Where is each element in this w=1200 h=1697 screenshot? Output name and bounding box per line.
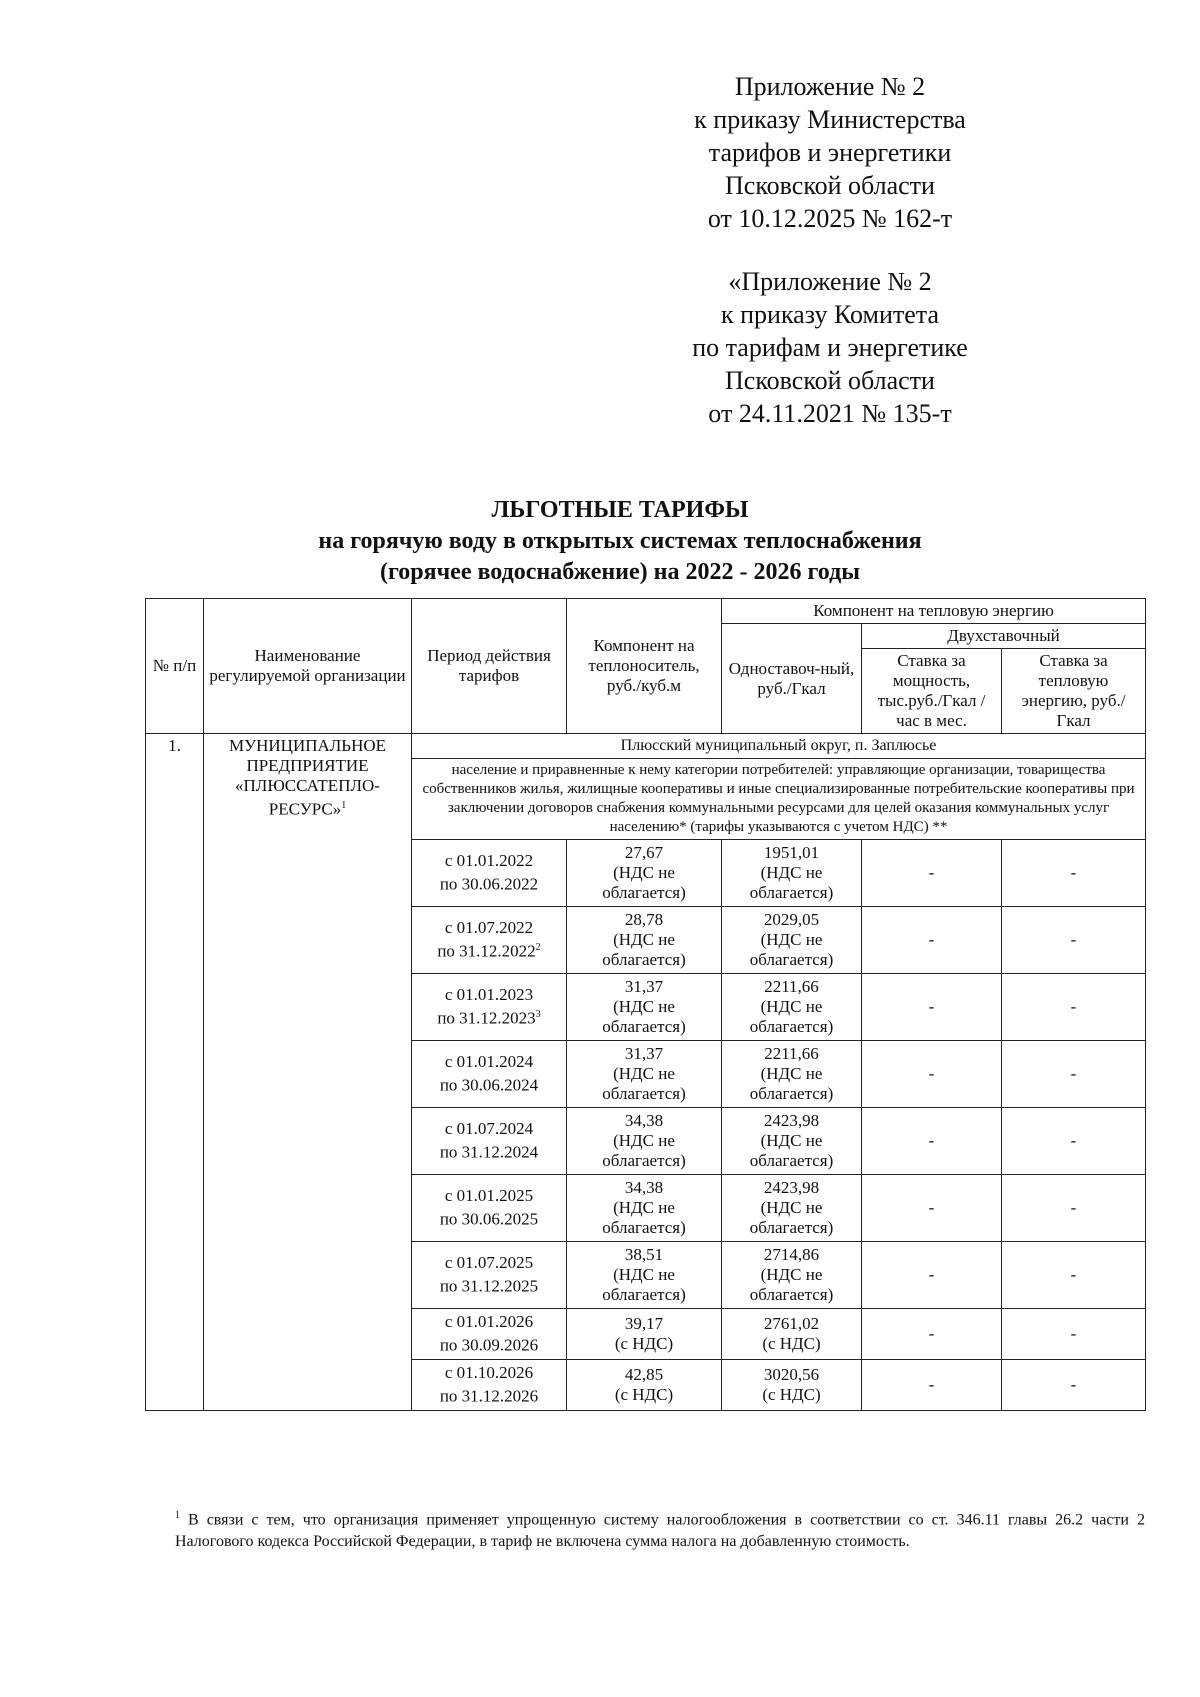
single-rate-note: (НДС не облагается) [749, 863, 834, 902]
header-row-1 [146, 599, 1146, 624]
coolant-note: (с НДС) [614, 1334, 674, 1353]
single-rate-value: 2714,86 [763, 1245, 820, 1264]
period-to: по 31.12.2024 [439, 1142, 539, 1162]
title-line-3: (горячее водоснабжение) на 2022 - 2026 годы [380, 559, 860, 585]
approval-line: Псковской области [725, 366, 935, 395]
capacity-rate-cell [862, 974, 1002, 1041]
capacity-rate-cell [862, 907, 1002, 974]
single-rate-note: (с НДС) [762, 1385, 821, 1404]
energy-rate-value: - [1070, 1324, 1077, 1343]
period-from: с 01.01.2024 [444, 1052, 534, 1072]
period-from: с 01.01.2022 [444, 851, 534, 871]
single-rate-cell [722, 974, 862, 1041]
footnote-text: В связи с тем, что организация применяет упрощенную систему налогообложения в соответствии со ст. 346.11 главы 26.2 части 2 Налогового кодекса Российской Федерации, в тариф не включена сумма налога на добавленную стоимость. [175, 1511, 1145, 1551]
period-cell [412, 1041, 567, 1108]
period-from: с 01.07.2022 [444, 918, 534, 938]
energy-rate-value: - [1070, 1265, 1077, 1284]
approval-line: от 10.12.2025 № 162-т [707, 204, 953, 233]
approval-line: «Приложение № 2 [728, 267, 932, 296]
single-rate-note: (с НДС) [762, 1334, 821, 1353]
period-from: с 01.10.2026 [444, 1363, 534, 1383]
header-period: Период действия тарифов [412, 599, 567, 734]
capacity-rate-value: - [928, 1324, 935, 1343]
header-org: Наименование регулируемой организации [204, 599, 412, 734]
period-cell [412, 974, 567, 1041]
footnote [175, 1505, 1145, 1553]
capacity-rate-value: - [928, 1131, 935, 1150]
energy-rate-value: - [1070, 1198, 1077, 1217]
coolant-value: 34,38 [624, 1111, 664, 1130]
single-rate-note: (НДС не облагается) [749, 1131, 834, 1170]
energy-rate-cell [1002, 840, 1146, 907]
single-rate-value: 2211,66 [764, 977, 819, 996]
energy-rate-cell [1002, 1041, 1146, 1108]
single-rate-value: 2423,98 [763, 1178, 820, 1197]
period-to: по 31.12.2026 [439, 1386, 539, 1406]
single-rate-note: (НДС не облагается) [749, 1198, 834, 1237]
energy-rate-cell [1002, 1309, 1146, 1360]
tariff-table [145, 598, 1146, 1411]
single-rate-note: (НДС не облагается) [749, 997, 834, 1036]
capacity-rate-cell [862, 1242, 1002, 1309]
footnote-mark: 1 [175, 1510, 180, 1521]
coolant-note: (НДС не облагается) [602, 863, 686, 902]
single-rate-cell [722, 1175, 862, 1242]
approval-line: тарифов и энергетики [708, 138, 952, 167]
header-two-rate: Двухставочный [862, 624, 1146, 649]
single-rate-note: (НДС не облагается) [749, 930, 834, 969]
period-mark: 2 [535, 942, 541, 954]
coolant-cell [567, 1108, 722, 1175]
period-to: по 30.09.2026 [439, 1335, 539, 1355]
period-from: с 01.07.2025 [444, 1253, 534, 1273]
period-from: с 01.01.2026 [444, 1312, 534, 1332]
period-cell [412, 1108, 567, 1175]
coolant-cell [567, 840, 722, 907]
coolant-value: 42,85 [624, 1365, 664, 1384]
capacity-rate-value: - [928, 1265, 935, 1284]
period-to: по 30.06.2025 [439, 1209, 539, 1229]
period-cell [412, 1175, 567, 1242]
coolant-note: (НДС не облагается) [602, 930, 686, 969]
energy-rate-cell [1002, 1242, 1146, 1309]
approval-line: Псковской области [725, 171, 935, 200]
coolant-value: 31,37 [624, 977, 664, 996]
approval-line: от 24.11.2021 № 135-т [708, 399, 952, 428]
energy-rate-value: - [1070, 930, 1077, 949]
energy-rate-cell [1002, 1108, 1146, 1175]
coolant-value: 38,51 [624, 1245, 664, 1264]
coolant-value: 27,67 [624, 843, 664, 862]
energy-rate-value: - [1070, 863, 1077, 882]
coolant-value: 39,17 [624, 1314, 664, 1333]
energy-rate-cell [1002, 1175, 1146, 1242]
capacity-rate-cell [862, 840, 1002, 907]
single-rate-cell [722, 840, 862, 907]
period-cell [412, 907, 567, 974]
coolant-cell [567, 1309, 722, 1360]
coolant-note: (НДС не облагается) [602, 1131, 686, 1170]
entry-number: 1. [146, 734, 204, 1411]
period-to: по 30.06.2022 [439, 874, 539, 894]
single-rate-value: 2761,02 [763, 1314, 820, 1333]
header-heat-component: Компонент на тепловую энергию [722, 599, 1146, 624]
single-rate-cell [722, 907, 862, 974]
coolant-cell [567, 1242, 722, 1309]
coolant-note: (с НДС) [614, 1385, 674, 1404]
single-rate-value: 3020,56 [763, 1365, 820, 1384]
document-title [240, 495, 1000, 588]
single-rate-cell [722, 1242, 862, 1309]
single-rate-value: 2423,98 [763, 1111, 820, 1130]
approval-line: к приказу Комитета [720, 300, 939, 329]
capacity-rate-value: - [928, 930, 935, 949]
capacity-rate-value: - [928, 997, 935, 1016]
title-line-2: на горячую воду в открытых системах теплоснабжения [318, 528, 922, 554]
period-to: по 30.06.2024 [439, 1075, 539, 1095]
single-rate-cell [722, 1041, 862, 1108]
approval-line: по тарифам и энергетике [692, 333, 968, 362]
coolant-cell [567, 1360, 722, 1411]
period-cell [412, 1309, 567, 1360]
single-rate-value: 1951,01 [763, 843, 820, 862]
capacity-rate-value: - [928, 1064, 935, 1083]
single-rate-cell [722, 1360, 862, 1411]
capacity-rate-cell [862, 1360, 1002, 1411]
period-from: с 01.01.2023 [444, 985, 534, 1005]
capacity-rate-cell [862, 1309, 1002, 1360]
region-name: Плюсский муниципальный округ, п. Заплюсье [412, 734, 1146, 759]
period-to: по 31.12.2022 [437, 941, 536, 961]
period-cell [412, 1360, 567, 1411]
approval-line: Приложение № 2 [734, 72, 926, 101]
region-row [146, 734, 1146, 759]
approval-block-committee [640, 265, 1020, 430]
coolant-cell [567, 907, 722, 974]
organization-name [204, 734, 412, 1411]
header-num: № п/п [146, 599, 204, 734]
period-mark: 3 [535, 1009, 541, 1021]
coolant-cell [567, 1041, 722, 1108]
single-rate-value: 2029,05 [763, 910, 820, 929]
coolant-cell [567, 1175, 722, 1242]
energy-rate-cell [1002, 907, 1146, 974]
energy-rate-value: - [1070, 1064, 1077, 1083]
period-from: с 01.07.2024 [444, 1119, 534, 1139]
coolant-value: 34,38 [624, 1178, 664, 1197]
period-cell [412, 840, 567, 907]
single-rate-cell [722, 1108, 862, 1175]
capacity-rate-value: - [928, 1375, 935, 1394]
capacity-rate-value: - [928, 1198, 935, 1217]
header-energy-rate: Ставка за тепловую энергию, руб./Гкал [1002, 649, 1146, 734]
approval-block-ministry [640, 70, 1020, 235]
organization-footnote-mark: 1 [341, 800, 347, 811]
single-rate-value: 2211,66 [764, 1044, 819, 1063]
single-rate-cell [722, 1309, 862, 1360]
coolant-note: (НДС не облагается) [602, 1064, 686, 1103]
energy-rate-value: - [1070, 1375, 1077, 1394]
energy-rate-value: - [1070, 997, 1077, 1016]
coolant-note: (НДС не облагается) [602, 997, 686, 1036]
single-rate-note: (НДС не облагается) [749, 1265, 834, 1304]
coolant-value: 28,78 [624, 910, 664, 929]
capacity-rate-value: - [928, 863, 935, 882]
energy-rate-cell [1002, 974, 1146, 1041]
capacity-rate-cell [862, 1041, 1002, 1108]
period-to: по 31.12.2023 [437, 1008, 536, 1028]
coolant-value: 31,37 [624, 1044, 664, 1063]
period-to: по 31.12.2025 [439, 1276, 539, 1296]
coolant-cell [567, 974, 722, 1041]
approval-line: к приказу Министерства [694, 105, 966, 134]
header-coolant: Компонент на теплоноситель, руб./куб.м [567, 599, 722, 734]
coolant-note: (НДС не облагается) [602, 1265, 686, 1304]
single-rate-note: (НДС не облагается) [749, 1064, 834, 1103]
capacity-rate-cell [862, 1175, 1002, 1242]
header-capacity-rate: Ставка за мощность, тыс.руб./Гкал /час в мес. [862, 649, 1002, 734]
energy-rate-value: - [1070, 1131, 1077, 1150]
period-from: с 01.01.2025 [444, 1186, 534, 1206]
header-single-rate: Одноставоч-ный, руб./Гкал [722, 624, 862, 734]
period-cell [412, 1242, 567, 1309]
energy-rate-cell [1002, 1360, 1146, 1411]
coolant-note: (НДС не облагается) [602, 1198, 686, 1237]
consumer-category: население и приравненные к нему категории потребителей: управляющие организации, товарищества собственников жилья, жилищные кооперативы и иные специализированные потребительские кооперативы при заключении договоров снабжения коммунальными ресурсами для целей оказания коммунальных услуг населению* (тарифы указываются с учетом НДС) ** [412, 759, 1146, 840]
title-line-1: ЛЬГОТНЫЕ ТАРИФЫ [491, 497, 749, 523]
capacity-rate-cell [862, 1108, 1002, 1175]
organization-name-text: МУНИЦИПАЛЬНОЕ ПРЕДПРИЯТИЕ «ПЛЮССАТЕПЛО-РЕСУРС» [228, 736, 387, 819]
